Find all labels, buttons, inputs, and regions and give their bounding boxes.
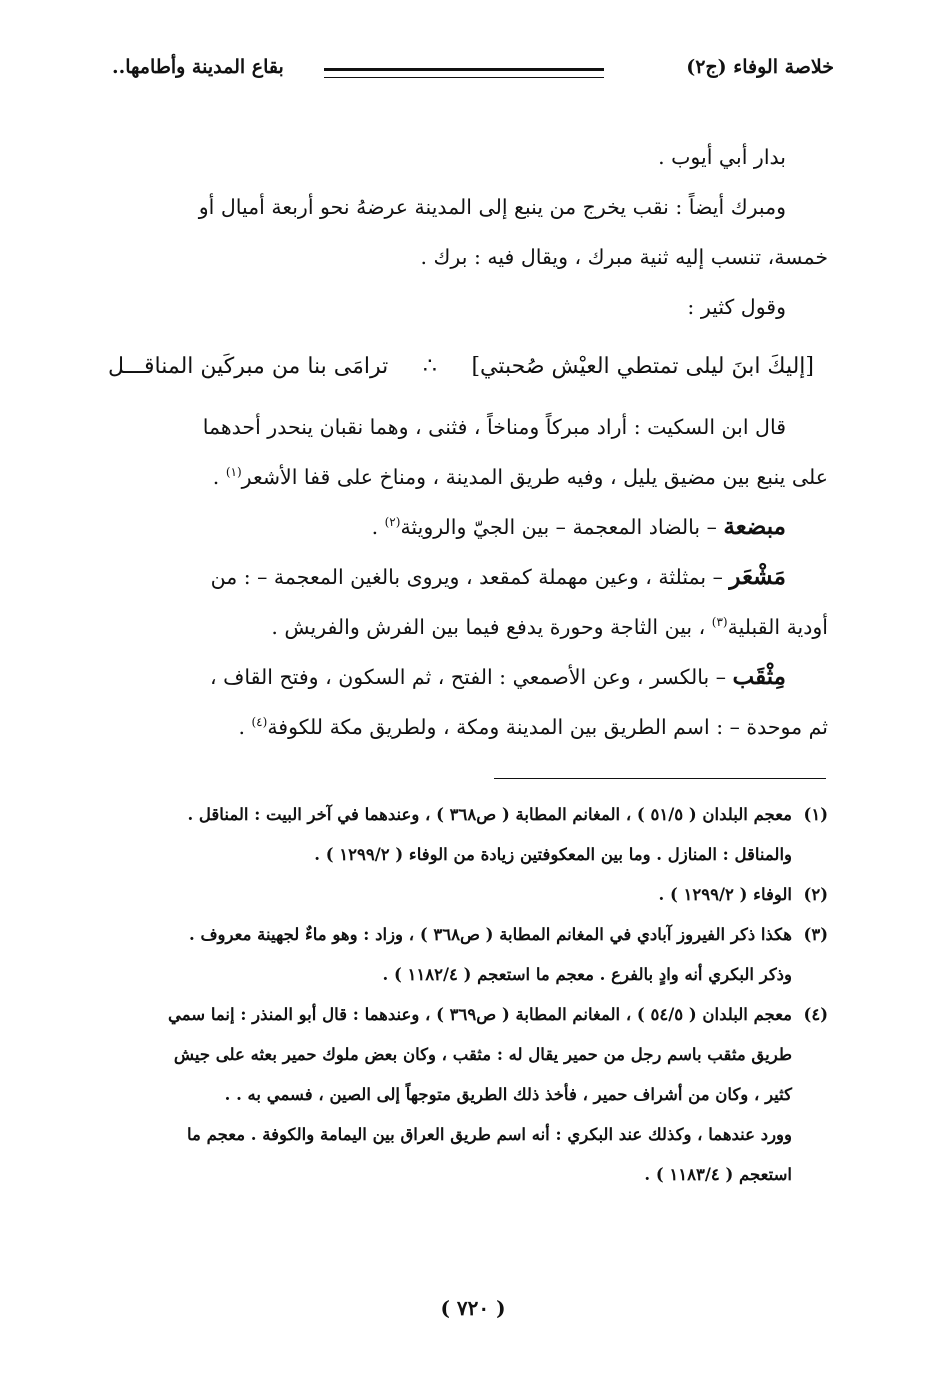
footnote-number: (٣) [803, 925, 828, 944]
footnote-4-cont [108, 1155, 828, 1195]
entry-text: – بالكسر ، وعن الأصمعي : الفتح ، ثم السكون ، وفتح القاف ، [209, 665, 733, 689]
text-line: بدار أبي أيوب . [658, 145, 786, 169]
main-text [108, 132, 828, 752]
entry-mabdaa [108, 502, 828, 552]
poetry-verse [108, 332, 828, 402]
entry-mashar-cont [108, 602, 828, 652]
footnote-marker[interactable]: (٣) [711, 615, 728, 630]
page-number: ( ٧٢٠ ) [440, 1296, 506, 1320]
entry-headword: مَشْعَر [729, 563, 786, 590]
text-line-end: . [212, 465, 226, 489]
entry-text: أودية القبلية [727, 615, 828, 639]
footnote-number: (٢) [803, 885, 828, 904]
verse-separator: ∴ [422, 354, 437, 379]
footnote-2 [108, 875, 828, 915]
entry-mashar [108, 552, 828, 602]
footnote-3-cont [108, 955, 828, 995]
text-line: ومبرك أيضاً : نقب يخرج من ينبع إلى المدينة عرضهُ نحو أربعة أميال أو [198, 195, 786, 219]
header-rule [324, 68, 604, 78]
footnote-4-cont [108, 1035, 828, 1075]
book-title: خلاصة الوفاء (ج٢) [686, 56, 834, 78]
footnote-marker[interactable]: (١) [225, 465, 242, 480]
footnotes [108, 795, 828, 1195]
entry-text: – بالضاد المعجمة – بين الجيّ والرويثة [400, 515, 724, 539]
entry-end: . [371, 515, 385, 539]
footnote-text: طريق مثقب باسم رجل من حمير يقال له : مثقب ، وكان بعض ملوك حمير بعثه على جيش [173, 1045, 792, 1064]
verse-first-hemistich: [إليكَ ابنَ ليلى تمتطي العيْش صُحبتي] [471, 354, 814, 379]
footnote-1-cont [108, 835, 828, 875]
footnote-4-cont [108, 1075, 828, 1115]
entry-mathqab-cont [108, 702, 828, 752]
text-line: وقول كثير : [687, 295, 786, 319]
entry-headword: مبضعة [723, 513, 786, 540]
footnote-marker[interactable]: (٤) [251, 715, 268, 730]
text-line [108, 452, 828, 502]
footnote-text: كثير ، وكان من أشراف حمير ، فأخذ ذلك الطريق متوجهاً إلى الصين ، فسمي به . . [224, 1085, 792, 1104]
footnote-text: وذكر البكري أنه وادٍ بالفرع . معجم ما استعجم ( ١١٨٢/٤ ) . [382, 965, 792, 984]
footnote-4-cont [108, 1115, 828, 1155]
entry-end: . [238, 715, 252, 739]
entry-mathqab [108, 652, 828, 702]
text-line: قال ابن السكيت : أراد مبركاً ومناخاً ، فثنى ، وهما نقبان ينحدر أحدهما [202, 415, 786, 439]
footnote-text: وورد عندهما ، وكذلك عند البكري : أنه اسم طريق العراق بين اليمامة والكوفة . معجم ما [187, 1125, 792, 1144]
section-title: بقاع المدينة وأطامها.. [112, 56, 284, 78]
footnote-text: الوفاء ( ١٢٩٩/٢ ) . [658, 885, 792, 904]
entry-text: ، بين الثاجة وحورة يدفع فيما بين الفرش والفريش . [271, 615, 712, 639]
footnote-3 [108, 915, 828, 955]
text-line: خمسة، تنسب إليه ثنية مبرك ، ويقال فيه : برك . [420, 245, 828, 269]
entry-text: – بمثلثة ، وعين مهملة كمقعد ، ويروى بالغين المعجمة – : من [210, 565, 730, 589]
running-header [112, 52, 834, 92]
entry-headword: مِثْقَب [732, 663, 786, 690]
verse-second-hemistich: ترامَى بنا من مبركَين المناقـــل [108, 354, 389, 379]
text-line-content: على ينبع بين مضيق يليل ، وفيه طريق المدينة ، ومناخ على قفا الأشعر [241, 465, 828, 489]
footnote-text: والمناقل : المنازل . وما بين المعكوفتين زيادة من الوفاء ( ١٢٩٩/٢ ) . [314, 845, 792, 864]
footnote-text: معجم البلدان ( ٥١/٥ ) ، المغانم المطابة ( ص٣٦٨ ) ، وعندهما في آخر البيت : المناقل . [187, 805, 792, 824]
footnote-marker[interactable]: (٢) [384, 515, 401, 530]
footnote-1 [108, 795, 828, 835]
footnote-number: (٤) [803, 1005, 828, 1024]
entry-text: ثم موحدة – : اسم الطريق بين المدينة ومكة ، ولطريق مكة للكوفة [267, 715, 828, 739]
footnote-text: معجم البلدان ( ٥٤/٥ ) ، المغانم المطابة ( ص٣٦٩ ) ، وعندهما : قال أبو المنذر : إنما سمي [167, 1005, 792, 1024]
footnote-text: استعجم ( ١١٨٣/٤ ) . [644, 1165, 792, 1184]
footnote-text: هكذا ذكر الفيروز آبادي في المغانم المطابة ( ص٣٦٨ ) ، وزاد : وهو ماءٌ لجهينة معروف . [188, 925, 792, 944]
footnote-separator [494, 778, 826, 779]
footnote-number: (١) [803, 805, 828, 824]
footnote-4 [108, 995, 828, 1035]
